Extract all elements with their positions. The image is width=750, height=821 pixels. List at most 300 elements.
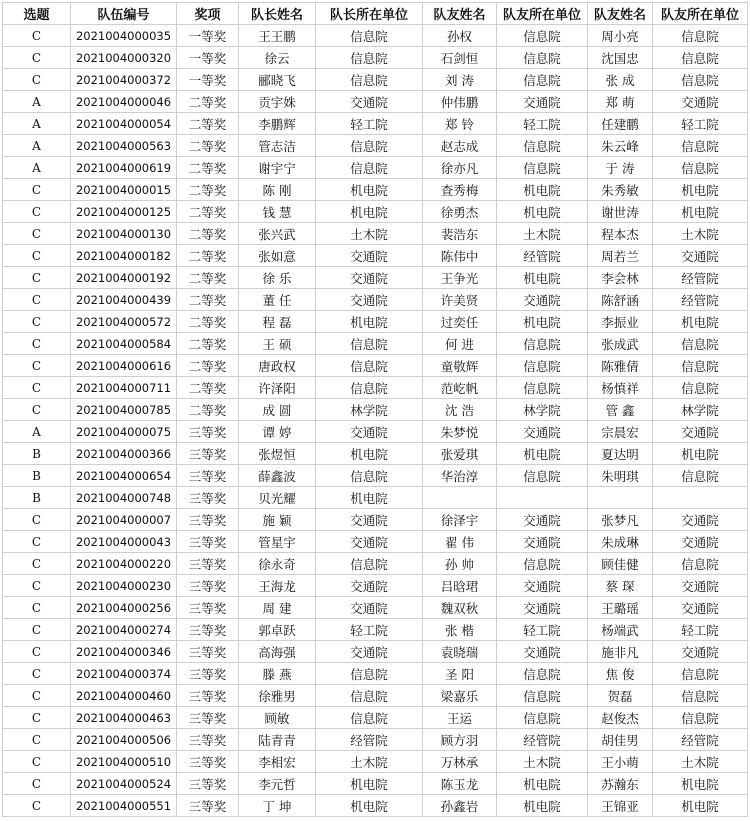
table-cell: 交通院 [316, 245, 423, 267]
table-cell: C [3, 575, 71, 597]
table-cell: 信息院 [653, 157, 748, 179]
table-cell: 轻工院 [653, 619, 748, 641]
table-cell: 经管院 [653, 289, 748, 311]
table-cell [588, 487, 653, 509]
table-row [3, 597, 748, 619]
table-cell: 石剑恒 [423, 47, 497, 69]
table-cell: 林学院 [653, 399, 748, 421]
table-cell: 胡佳男 [588, 729, 653, 751]
table-cell: 2021004000125 [71, 201, 177, 223]
table-cell: C [3, 333, 71, 355]
table-cell: 信息院 [316, 47, 423, 69]
table-cell: 机电院 [653, 179, 748, 201]
table-cell: 经管院 [497, 245, 588, 267]
table-cell: 2021004000043 [71, 531, 177, 553]
table-cell: 2021004000510 [71, 751, 177, 773]
table-cell: 杨慎祥 [588, 377, 653, 399]
table-cell: 机电院 [497, 443, 588, 465]
table-cell: 许美贤 [423, 289, 497, 311]
table-cell: 陈伟中 [423, 245, 497, 267]
table-row [3, 201, 748, 223]
table-cell: 信息院 [653, 47, 748, 69]
table-cell: 王海龙 [239, 575, 316, 597]
table-cell: 郑 萌 [588, 91, 653, 113]
table-cell: C [3, 641, 71, 663]
table-cell: C [3, 289, 71, 311]
table-cell: A [3, 157, 71, 179]
table-row [3, 421, 748, 443]
table-cell: 交通院 [497, 91, 588, 113]
table-cell: C [3, 245, 71, 267]
table-cell: 圣 阳 [423, 663, 497, 685]
table-cell: 二等奖 [177, 91, 239, 113]
table-cell: 滕 燕 [239, 663, 316, 685]
table-cell: 信息院 [653, 333, 748, 355]
table-cell: 交通院 [316, 575, 423, 597]
table-cell: 夏达明 [588, 443, 653, 465]
table-cell: 朱梦悦 [423, 421, 497, 443]
table-cell: 信息院 [653, 465, 748, 487]
table-cell: 信息院 [653, 69, 748, 91]
table-cell: 2021004000748 [71, 487, 177, 509]
table-cell: 交通院 [497, 289, 588, 311]
table-cell: 信息院 [316, 157, 423, 179]
table-cell: 信息院 [653, 553, 748, 575]
table-cell: 2021004000372 [71, 69, 177, 91]
table-row [3, 509, 748, 531]
table-cell: 2021004000130 [71, 223, 177, 245]
table-cell: 机电院 [316, 773, 423, 795]
table-cell: 陈舒涵 [588, 289, 653, 311]
table-cell: 张成武 [588, 333, 653, 355]
table-cell: 信息院 [653, 355, 748, 377]
table-cell: 交通院 [497, 641, 588, 663]
table-cell: 信息院 [316, 465, 423, 487]
header-cell: 选题 [3, 3, 71, 25]
table-cell: 谢世涛 [588, 201, 653, 223]
table-cell: 二等奖 [177, 267, 239, 289]
table-row [3, 443, 748, 465]
table-cell: 刘 涛 [423, 69, 497, 91]
table-cell: 王争光 [423, 267, 497, 289]
table-cell: 林学院 [316, 399, 423, 421]
table-cell: 三等奖 [177, 575, 239, 597]
table-cell: 程 磊 [239, 311, 316, 333]
table-cell: 顾方羽 [423, 729, 497, 751]
table-cell: 何 进 [423, 333, 497, 355]
table-cell: 许泽阳 [239, 377, 316, 399]
table-cell: 土木院 [316, 751, 423, 773]
table-cell: 童敬辉 [423, 355, 497, 377]
table-cell: 三等奖 [177, 619, 239, 641]
table-cell: 管 鑫 [588, 399, 653, 421]
table-cell: 孙权 [423, 25, 497, 47]
table-cell: C [3, 597, 71, 619]
table-row [3, 289, 748, 311]
table-cell: C [3, 311, 71, 333]
table-cell: 2021004000619 [71, 157, 177, 179]
table-cell: 赵俊杰 [588, 707, 653, 729]
table-cell: 交通院 [497, 421, 588, 443]
table-cell: 陈玉龙 [423, 773, 497, 795]
table-cell: 2021004000320 [71, 47, 177, 69]
table-cell: 袁晓瑞 [423, 641, 497, 663]
table-cell: 三等奖 [177, 663, 239, 685]
table-cell: 钱 慧 [239, 201, 316, 223]
table-cell: 2021004000785 [71, 399, 177, 421]
table-cell: 二等奖 [177, 223, 239, 245]
table-cell: C [3, 509, 71, 531]
table-cell: 二等奖 [177, 333, 239, 355]
table-cell: 交通院 [653, 531, 748, 553]
table-cell: 徐 乐 [239, 267, 316, 289]
table-cell: 土木院 [497, 223, 588, 245]
table-cell: C [3, 795, 71, 817]
table-cell: 2021004000439 [71, 289, 177, 311]
table-cell: 王小萌 [588, 751, 653, 773]
table-cell: 李元哲 [239, 773, 316, 795]
table-row [3, 619, 748, 641]
table-cell: 轻工院 [497, 619, 588, 641]
table-cell: 2021004000075 [71, 421, 177, 443]
table-cell: 土木院 [653, 223, 748, 245]
table-row [3, 399, 748, 421]
table-cell: 2021004000460 [71, 685, 177, 707]
table-cell: 三等奖 [177, 487, 239, 509]
table-cell: C [3, 773, 71, 795]
table-cell: 贺磊 [588, 685, 653, 707]
table-cell: 陈 刚 [239, 179, 316, 201]
header-row [3, 3, 748, 25]
table-cell: 轻工院 [653, 113, 748, 135]
table-cell: 机电院 [653, 311, 748, 333]
table-cell: 徐雅男 [239, 685, 316, 707]
table-cell: 交通院 [316, 531, 423, 553]
table-cell: 2021004000015 [71, 179, 177, 201]
table-cell: 范屹帆 [423, 377, 497, 399]
table-cell: 交通院 [316, 421, 423, 443]
table-cell: 王锦亚 [588, 795, 653, 817]
table-cell: 2021004000711 [71, 377, 177, 399]
table-cell: 谭 婷 [239, 421, 316, 443]
table-cell: 一等奖 [177, 25, 239, 47]
table-cell: 三等奖 [177, 685, 239, 707]
table-cell: 周小亮 [588, 25, 653, 47]
table-row [3, 487, 748, 509]
table-cell: 信息院 [653, 663, 748, 685]
table-cell: 经管院 [316, 729, 423, 751]
table-cell: 陈雅倩 [588, 355, 653, 377]
table-cell: 查秀梅 [423, 179, 497, 201]
table-cell: 信息院 [497, 47, 588, 69]
table-cell: 徐勇杰 [423, 201, 497, 223]
table-row [3, 575, 748, 597]
table-cell: C [3, 751, 71, 773]
header-cell: 队伍编号 [71, 3, 177, 25]
table-cell: 朱秀敏 [588, 179, 653, 201]
table-cell: 朱云峰 [588, 135, 653, 157]
table-cell: 薛鑫波 [239, 465, 316, 487]
table-cell: 于 涛 [588, 157, 653, 179]
table-cell: 信息院 [497, 707, 588, 729]
table-cell: 机电院 [653, 773, 748, 795]
table-cell: 交通院 [316, 289, 423, 311]
table-cell: 信息院 [316, 135, 423, 157]
table-cell: 信息院 [497, 465, 588, 487]
table-cell: 三等奖 [177, 531, 239, 553]
table-cell: C [3, 201, 71, 223]
table-cell: 万林承 [423, 751, 497, 773]
table-cell: 三等奖 [177, 707, 239, 729]
table-cell: 2021004000551 [71, 795, 177, 817]
table-row [3, 553, 748, 575]
table-cell: 管星宇 [239, 531, 316, 553]
table-cell: C [3, 267, 71, 289]
table-cell: 机电院 [316, 311, 423, 333]
table-cell [497, 487, 588, 509]
table-cell: 交通院 [653, 509, 748, 531]
table-cell: 2021004000192 [71, 267, 177, 289]
table-cell: 贝光耀 [239, 487, 316, 509]
table-cell: 过奕任 [423, 311, 497, 333]
table-cell: 交通院 [316, 91, 423, 113]
table-row [3, 729, 748, 751]
table-cell: A [3, 135, 71, 157]
table-cell: 李鹏辉 [239, 113, 316, 135]
table-cell: 郑 铃 [423, 113, 497, 135]
table-row [3, 245, 748, 267]
table-row [3, 47, 748, 69]
table-cell: 周若兰 [588, 245, 653, 267]
table-cell: 信息院 [497, 663, 588, 685]
table-cell: 信息院 [653, 685, 748, 707]
table-cell: 机电院 [497, 179, 588, 201]
table-cell: B [3, 443, 71, 465]
table-cell: 2021004000007 [71, 509, 177, 531]
table-cell: 高海强 [239, 641, 316, 663]
table-cell: C [3, 377, 71, 399]
table-cell: 二等奖 [177, 377, 239, 399]
table-cell: 二等奖 [177, 157, 239, 179]
table-row [3, 25, 748, 47]
table-cell: 李振业 [588, 311, 653, 333]
table-row [3, 531, 748, 553]
table-cell: 2021004000366 [71, 443, 177, 465]
table-cell: 轻工院 [316, 113, 423, 135]
table-cell: 贡宇姝 [239, 91, 316, 113]
table-cell: 三等奖 [177, 773, 239, 795]
table-row [3, 707, 748, 729]
table-cell: 王运 [423, 707, 497, 729]
table-body [3, 25, 748, 817]
table-cell: 2021004000506 [71, 729, 177, 751]
table-cell: 信息院 [497, 157, 588, 179]
table-cell: C [3, 729, 71, 751]
table-cell: 信息院 [497, 135, 588, 157]
table-cell: 管志洁 [239, 135, 316, 157]
table-cell: 机电院 [497, 311, 588, 333]
table-cell: 交通院 [316, 641, 423, 663]
table-cell: 吕晗珺 [423, 575, 497, 597]
table-cell: 三等奖 [177, 795, 239, 817]
table-cell: 交通院 [653, 245, 748, 267]
table-cell: 2021004000220 [71, 553, 177, 575]
table-cell: 信息院 [497, 355, 588, 377]
table-cell: 信息院 [316, 25, 423, 47]
table-cell: 机电院 [316, 201, 423, 223]
awards-table [2, 2, 748, 817]
table-cell: 张 楷 [423, 619, 497, 641]
table-cell: 信息院 [653, 707, 748, 729]
table-cell: 三等奖 [177, 421, 239, 443]
table-cell: 魏双秋 [423, 597, 497, 619]
table-cell: 2021004000035 [71, 25, 177, 47]
table-cell: 三等奖 [177, 509, 239, 531]
table-cell: 华治淳 [423, 465, 497, 487]
table-cell: 交通院 [653, 597, 748, 619]
table-cell: 信息院 [497, 553, 588, 575]
table-cell: 信息院 [316, 553, 423, 575]
header-cell: 奖项 [177, 3, 239, 25]
table-row [3, 179, 748, 201]
table-cell: C [3, 223, 71, 245]
table-cell: 机电院 [316, 487, 423, 509]
table-cell: C [3, 553, 71, 575]
table-cell: 宗晨宏 [588, 421, 653, 443]
table-cell: 2021004000046 [71, 91, 177, 113]
table-cell: 孙鑫岩 [423, 795, 497, 817]
table-cell: 2021004000654 [71, 465, 177, 487]
table-row [3, 663, 748, 685]
table-cell: 梁嘉乐 [423, 685, 497, 707]
table-row [3, 267, 748, 289]
table-cell: 交通院 [497, 509, 588, 531]
table-cell: 王王鹏 [239, 25, 316, 47]
table-cell: 信息院 [497, 69, 588, 91]
table-row [3, 465, 748, 487]
table-cell: 信息院 [316, 663, 423, 685]
header-cell: 队友所在单位 [653, 3, 748, 25]
table-cell: 2021004000463 [71, 707, 177, 729]
table-cell: 机电院 [497, 795, 588, 817]
table-cell: B [3, 487, 71, 509]
table-cell: 信息院 [497, 685, 588, 707]
table-cell: 机电院 [316, 795, 423, 817]
table-cell: 顾佳健 [588, 553, 653, 575]
table-cell: 交通院 [316, 509, 423, 531]
table-cell: 三等奖 [177, 553, 239, 575]
table-cell: 交通院 [497, 531, 588, 553]
table-cell: 施非凡 [588, 641, 653, 663]
table-cell: 徐泽宇 [423, 509, 497, 531]
table-cell: 赵志成 [423, 135, 497, 157]
table-cell: 信息院 [497, 333, 588, 355]
table-cell: 二等奖 [177, 179, 239, 201]
table-cell: 土木院 [316, 223, 423, 245]
table-cell: 2021004000584 [71, 333, 177, 355]
table-cell: 2021004000616 [71, 355, 177, 377]
table-cell: 任建鹏 [588, 113, 653, 135]
table-row [3, 641, 748, 663]
table-cell: 机电院 [316, 179, 423, 201]
table-cell: 2021004000230 [71, 575, 177, 597]
table-cell: 王璐瑶 [588, 597, 653, 619]
header-cell: 队友姓名 [423, 3, 497, 25]
table-cell: 机电院 [653, 201, 748, 223]
table-cell: 三等奖 [177, 729, 239, 751]
table-cell: 交通院 [316, 597, 423, 619]
table-row [3, 91, 748, 113]
table-cell: 三等奖 [177, 751, 239, 773]
header-cell: 队长所在单位 [316, 3, 423, 25]
table-cell: 一等奖 [177, 69, 239, 91]
table-cell [653, 487, 748, 509]
table-cell: 顾敏 [239, 707, 316, 729]
table-cell: 信息院 [316, 377, 423, 399]
table-cell: 交通院 [497, 575, 588, 597]
table-cell: 张煜恒 [239, 443, 316, 465]
table-cell: C [3, 707, 71, 729]
table-cell: 2021004000563 [71, 135, 177, 157]
table-cell: 机电院 [653, 795, 748, 817]
header-cell: 队友姓名 [588, 3, 653, 25]
table-cell: 土木院 [497, 751, 588, 773]
table-cell: 杨端武 [588, 619, 653, 641]
table-cell: 机电院 [497, 201, 588, 223]
table-cell: 沈 浩 [423, 399, 497, 421]
table-cell: 郭卓跃 [239, 619, 316, 641]
table-row [3, 685, 748, 707]
table-cell: 仲伟鹏 [423, 91, 497, 113]
table-cell: 三等奖 [177, 641, 239, 663]
table-cell: 经管院 [497, 729, 588, 751]
table-row [3, 69, 748, 91]
table-cell: 朱成琳 [588, 531, 653, 553]
table-row [3, 333, 748, 355]
table-cell: 张如意 [239, 245, 316, 267]
table-cell: 二等奖 [177, 113, 239, 135]
table-cell: 三等奖 [177, 443, 239, 465]
table-cell: 蔡 琛 [588, 575, 653, 597]
table-cell: 信息院 [497, 25, 588, 47]
table-cell: 张 成 [588, 69, 653, 91]
table-cell: 徐亦凡 [423, 157, 497, 179]
table-cell: 施 颖 [239, 509, 316, 531]
table-cell: 信息院 [316, 707, 423, 729]
table-cell: 谢宇宁 [239, 157, 316, 179]
table-cell: C [3, 619, 71, 641]
table-cell: 经管院 [653, 729, 748, 751]
table-row [3, 751, 748, 773]
table-cell: 李会林 [588, 267, 653, 289]
table-cell: 唐政权 [239, 355, 316, 377]
table-row [3, 311, 748, 333]
table-cell: 李相宏 [239, 751, 316, 773]
table-cell: C [3, 47, 71, 69]
table-cell: 交通院 [653, 575, 748, 597]
table-cell: 二等奖 [177, 135, 239, 157]
table-cell: 2021004000524 [71, 773, 177, 795]
table-cell: C [3, 531, 71, 553]
table-cell: 董 任 [239, 289, 316, 311]
table-cell: 张梦凡 [588, 509, 653, 531]
table-row [3, 377, 748, 399]
table-cell: 2021004000346 [71, 641, 177, 663]
table-row [3, 135, 748, 157]
table-cell: 张爱琪 [423, 443, 497, 465]
table-cell: 二等奖 [177, 289, 239, 311]
table-cell: 信息院 [653, 377, 748, 399]
